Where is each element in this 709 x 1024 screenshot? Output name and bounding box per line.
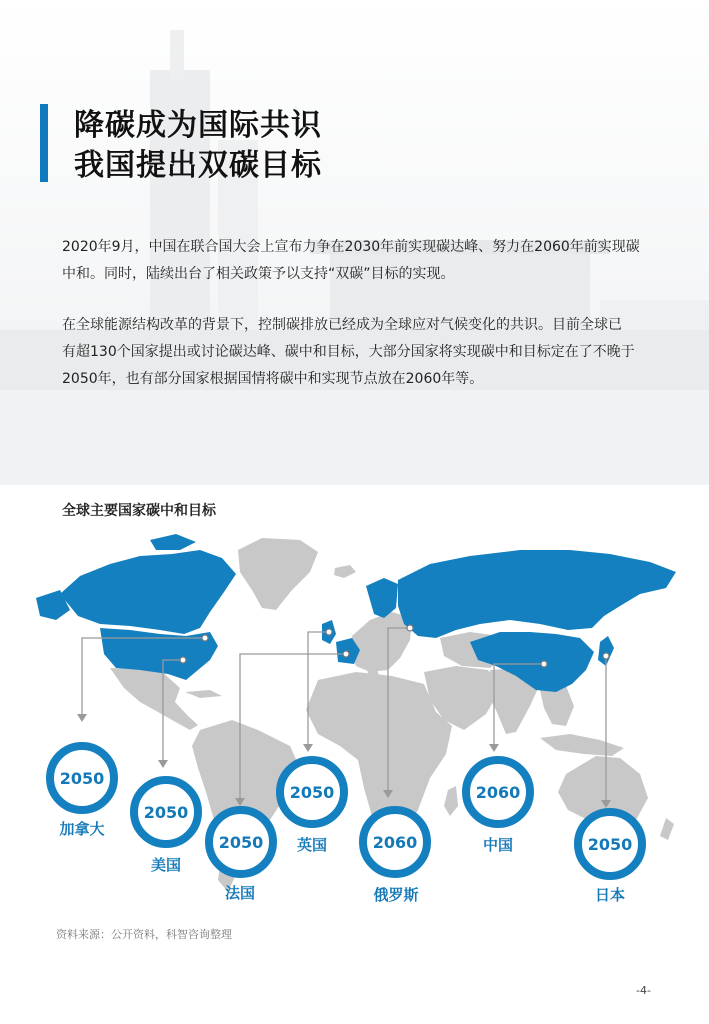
scandinavia-shape xyxy=(366,578,398,618)
title-accent-bar xyxy=(40,104,48,182)
target-country-canada: 加拿大 xyxy=(59,820,105,838)
target-ring-usa xyxy=(130,776,202,848)
russia-shape xyxy=(398,550,676,638)
iceland-shape xyxy=(334,565,356,578)
arrow-usa xyxy=(158,760,168,768)
target-year-uk: 2050 xyxy=(289,782,335,802)
target-ring-uk xyxy=(276,756,348,828)
paragraph-1-line-2: 中和。同时，陆续出台了相关政策予以支持“双碳”目标的实现。 xyxy=(62,266,455,282)
paragraph-2-line-3: 2050年，也有部分国家根据国情将碳中和实现节点放在2060年等。 xyxy=(62,371,484,387)
target-ring-japan xyxy=(574,808,646,880)
paragraph-2-line-2: 有超130个国家提出或讨论碳达峰、碳中和目标，大部分国家将实现碳中和目标定在了不晚于 xyxy=(62,344,635,360)
indonesia-shape xyxy=(540,734,624,756)
greenland-shape xyxy=(238,538,318,610)
paragraph-2-line-1: 在全球能源结构改革的背景下，控制碳排放已经成为全球应对气候变化的共识。目前全球已 xyxy=(62,317,622,333)
marker-usa xyxy=(180,657,186,663)
arrow-canada xyxy=(77,714,87,722)
target-ring-france xyxy=(205,806,277,878)
arrow-china xyxy=(489,744,499,752)
paragraph-2 xyxy=(62,312,658,393)
target-country-france: 法国 xyxy=(224,884,255,902)
southeast-asia-shape xyxy=(540,686,574,726)
marker-france xyxy=(343,651,349,657)
target-country-uk: 英国 xyxy=(296,836,327,854)
target-ring-china xyxy=(462,756,534,828)
target-country-china: 中国 xyxy=(482,836,513,854)
title-line-1: 降碳成为国际共识 xyxy=(74,108,322,143)
marker-uk xyxy=(326,629,332,635)
target-year-japan: 2050 xyxy=(587,834,633,854)
page-title xyxy=(74,106,322,186)
target-ring-russia xyxy=(359,806,431,878)
arrow-uk xyxy=(303,744,313,752)
target-year-france: 2050 xyxy=(218,832,264,852)
target-year-canada: 2050 xyxy=(59,768,105,788)
marker-russia xyxy=(407,625,413,631)
target-country-russia: 俄罗斯 xyxy=(373,886,419,904)
target-year-usa: 2050 xyxy=(143,802,189,822)
canada-shape xyxy=(60,550,236,634)
new-zealand-shape xyxy=(660,818,674,840)
paragraph-1-line-1: 2020年9月，中国在联合国大会上宣布力争在2030年前实现碳达峰、努力在2060年前实现碳 xyxy=(62,239,640,255)
target-year-china: 2060 xyxy=(475,782,521,802)
target-country-usa: 美国 xyxy=(150,856,181,874)
marker-canada xyxy=(202,635,208,641)
map-title: 全球主要国家碳中和目标 xyxy=(62,503,216,519)
marker-japan xyxy=(603,653,609,659)
target-ring-canada xyxy=(46,742,118,814)
source-note: 资料来源：公开资料，科智咨询整理 xyxy=(56,928,232,941)
title-line-2: 我国提出双碳目标 xyxy=(74,148,322,183)
arctic-islands-shape xyxy=(150,534,196,550)
paragraph-1 xyxy=(62,234,658,288)
caribbean-shape xyxy=(185,690,222,698)
target-country-japan: 日本 xyxy=(594,886,625,904)
marker-china xyxy=(541,661,547,667)
target-year-russia: 2060 xyxy=(372,832,418,852)
page-number: -4- xyxy=(636,984,651,997)
europe-shape xyxy=(350,612,412,672)
madagascar-shape xyxy=(444,786,458,816)
